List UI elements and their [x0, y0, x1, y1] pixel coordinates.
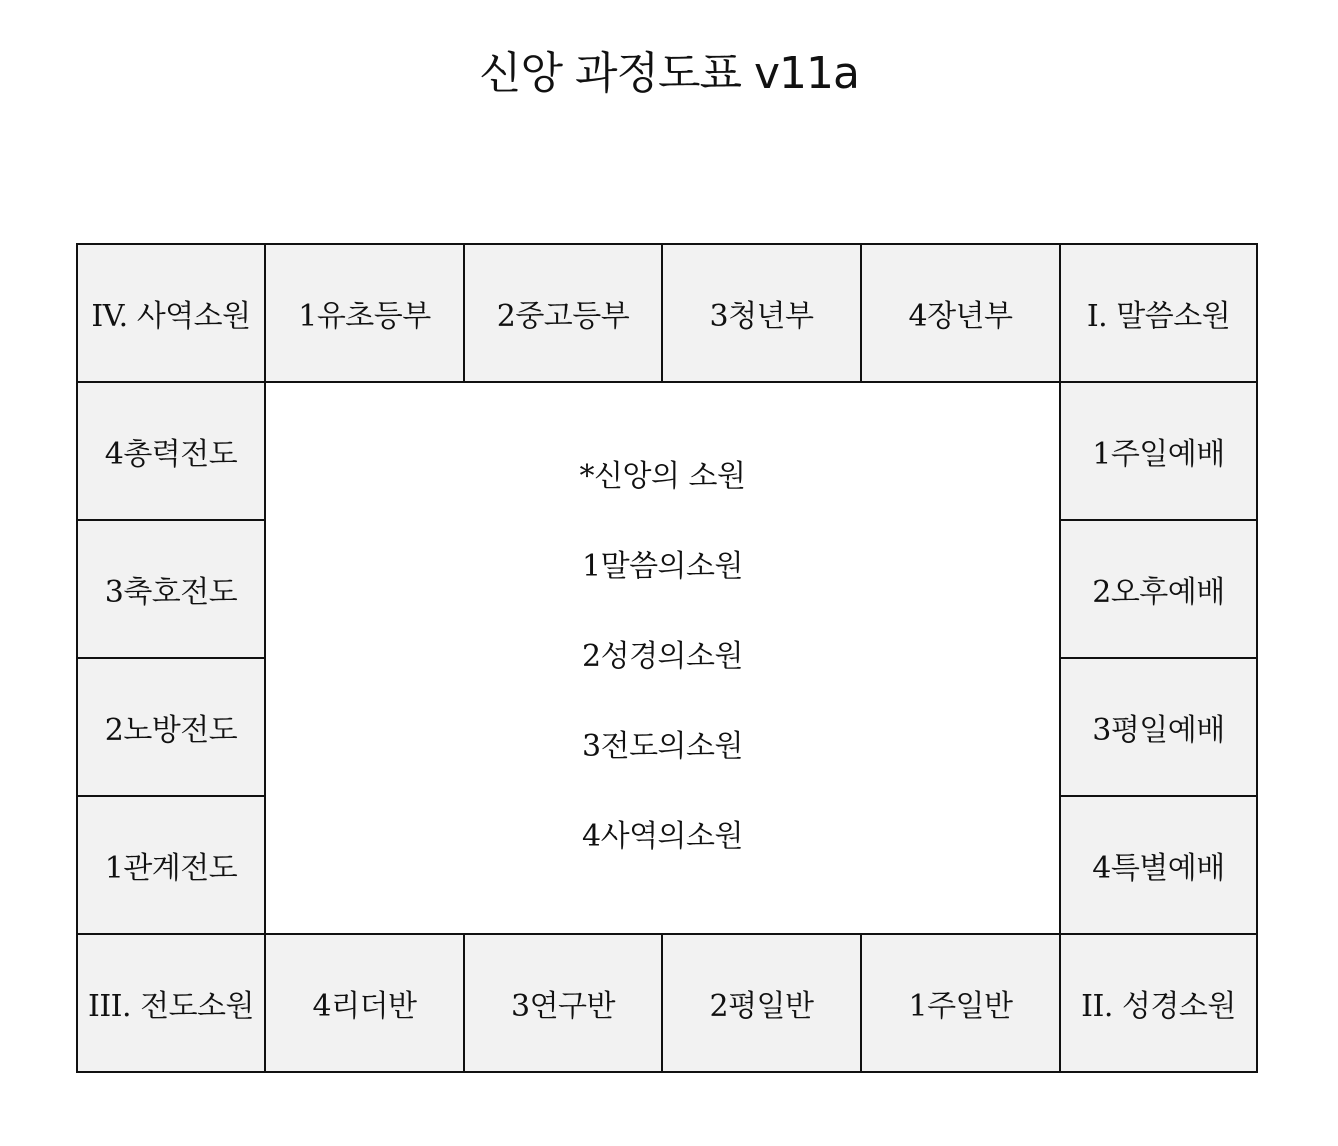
left-cell-1: 4총력전도: [77, 382, 265, 520]
center-wish-list: [266, 450, 1059, 864]
right-cell-3: 3평일예배: [1060, 658, 1257, 796]
center-panel: [265, 382, 1060, 934]
left-cell-2: 3축호전도: [77, 520, 265, 658]
corner-bible-wish: II. 성경소원: [1060, 934, 1257, 1072]
center-item-3: 3전도의소원: [582, 729, 743, 764]
top-cell-3: 3청년부: [662, 244, 861, 382]
center-item-4: 4사역의소원: [582, 819, 743, 854]
bottom-cell-4: 1주일반: [861, 934, 1060, 1072]
center-heading: *신앙의 소원: [579, 459, 746, 494]
board-bottom-row: [77, 934, 1257, 1072]
faith-process-board: [76, 243, 1258, 1073]
corner-ministry-wish: IV. 사역소원: [77, 244, 265, 382]
left-cell-3: 2노방전도: [77, 658, 265, 796]
center-item-2: 2성경의소원: [582, 639, 743, 674]
board-top-row: [77, 244, 1257, 382]
left-cell-4: 1관계전도: [77, 796, 265, 934]
board-middle-row-1: [77, 382, 1257, 520]
right-cell-4: 4특별예배: [1060, 796, 1257, 934]
corner-evangelism-wish: III. 전도소원: [77, 934, 265, 1072]
bottom-cell-1: 4리더반: [265, 934, 464, 1072]
top-cell-1: 1유초등부: [265, 244, 464, 382]
top-cell-4: 4장년부: [861, 244, 1060, 382]
center-item-1: 1말씀의소원: [582, 549, 743, 584]
page-title: 신앙 과정도표 v11a: [479, 48, 859, 99]
corner-word-wish: I. 말씀소원: [1060, 244, 1257, 382]
bottom-cell-2: 3연구반: [464, 934, 662, 1072]
right-cell-2: 2오후예배: [1060, 520, 1257, 658]
bottom-cell-3: 2평일반: [662, 934, 861, 1072]
top-cell-2: 2중고등부: [464, 244, 662, 382]
right-cell-1: 1주일예배: [1060, 382, 1257, 520]
